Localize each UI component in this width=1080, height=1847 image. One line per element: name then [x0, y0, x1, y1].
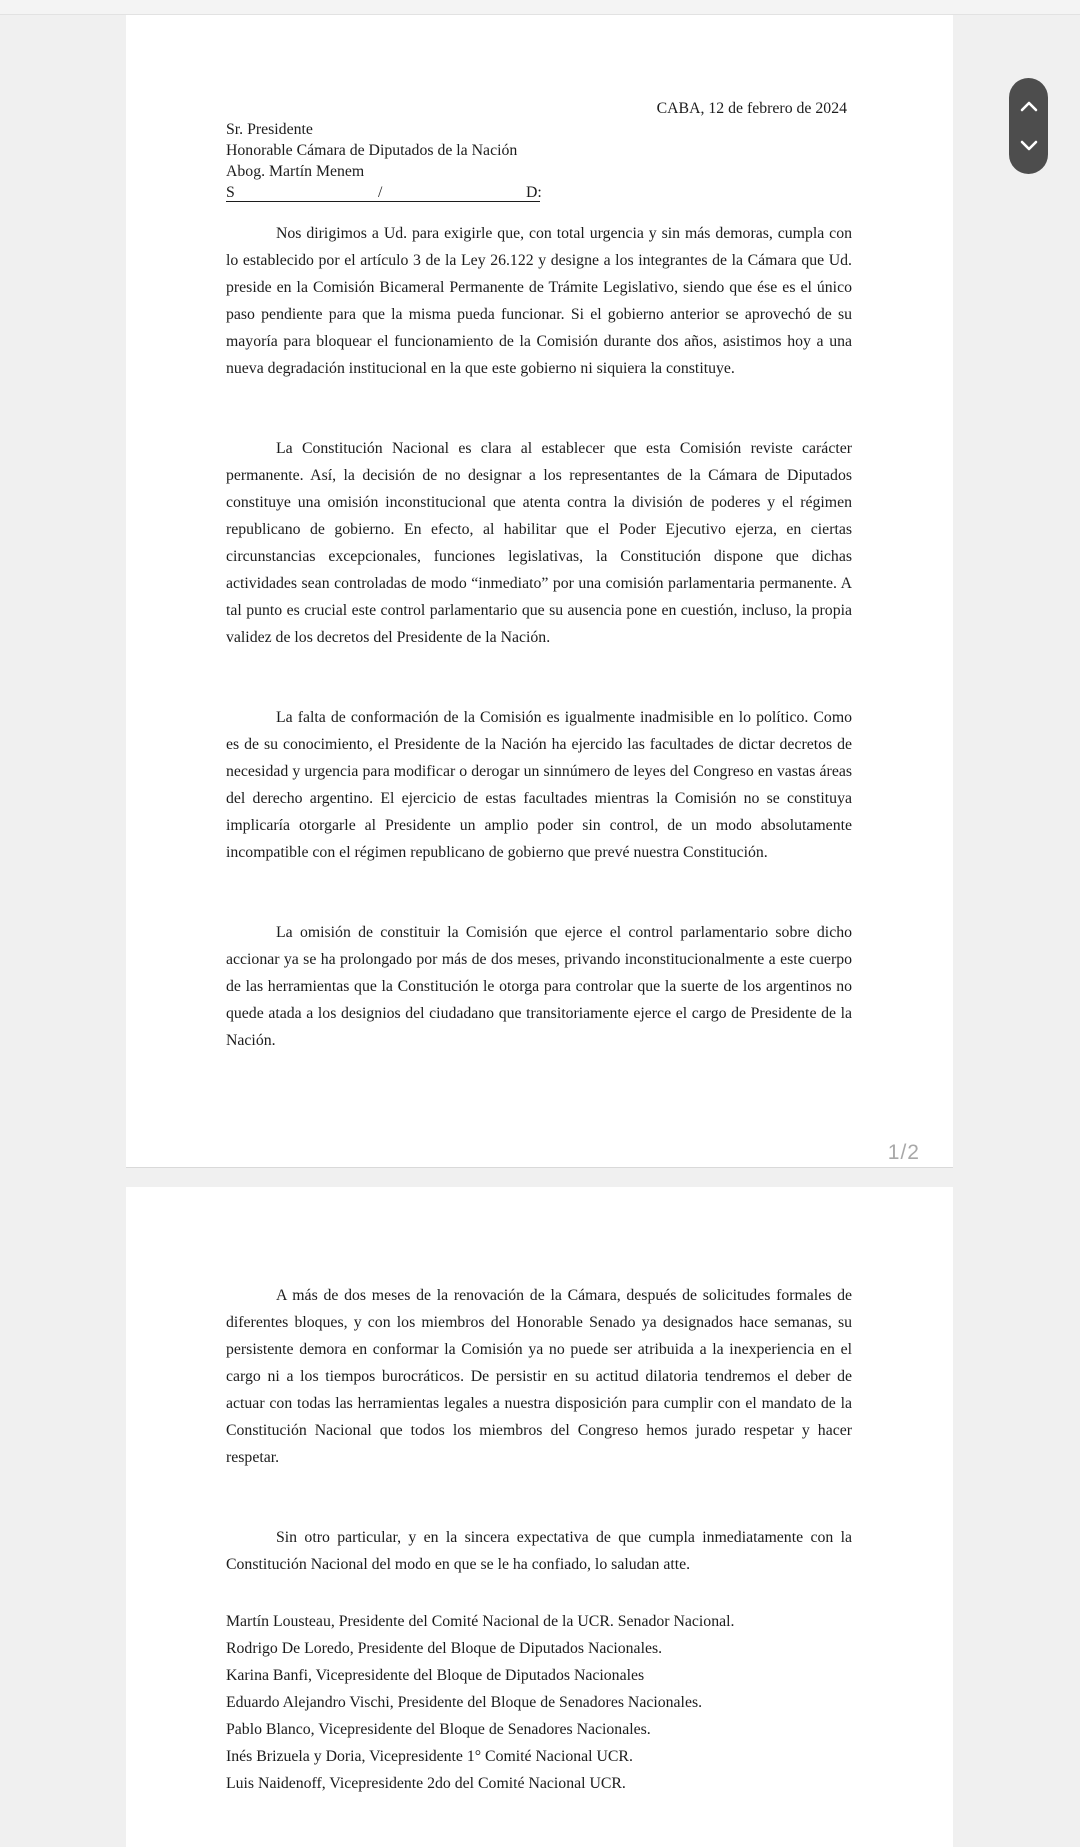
signature-line: Martín Lousteau, Presidente del Comité Nacional de la UCR. Senador Nacional.	[226, 1613, 735, 1630]
addressee-block	[226, 119, 726, 203]
addressee-name: Abog. Martín Menem	[226, 163, 365, 180]
page-scroll-control	[1009, 78, 1048, 174]
signatures-list	[226, 1608, 926, 1797]
sd-slash: /	[378, 184, 383, 201]
signature-line: Luis Naidenoff, Vicepresidente 2do del Comité Nacional UCR.	[226, 1775, 626, 1792]
chevron-up-icon	[1020, 100, 1038, 112]
signature-line: Eduardo Alejandro Vischi, Presidente del Bloque de Senadores Nacionales.	[226, 1694, 703, 1711]
sd-underline	[226, 201, 540, 202]
signature-line: Rodrigo De Loredo, Presidente del Bloque de Diputados Nacionales.	[226, 1640, 663, 1657]
paragraph-3: La falta de conformación de la Comisión es igualmente inadmisible en lo político. Como es de su conocimiento, el Presidente de la Nación ha ejercido las facultades de dictar decretos de necesidad y urgencia para modificar o derogar un sinnúmero de leyes del Congreso en vastas áreas del derecho argentino. El ejercicio de estas facultades mientras la Comisión no se constituya implicaría otorgarle al Presidente un amplio poder sin control, de un modo absolutamente incompatible con el régimen republicano de gobierno que prevé nuestra Constitución.	[226, 709, 852, 861]
addressee-chamber: Honorable Cámara de Diputados de la Nación	[226, 142, 518, 159]
paragraph-1: Nos dirigimos a Ud. para exigirle que, con total urgencia y sin más demoras, cumpla con lo establecido por el artículo 3 de la Ley 26.122 y designe a los integrantes de la Cámara que Ud. preside en la Comisión Bicameral Permanente de Trámite Legislativo, siendo que ése es el único paso pendiente para que la misma pueda funcionar. Si el gobierno anterior se aprovechó de su mayoría para bloquear el funcionamiento de la Comisión durante dos años, asistimos hoy a una nueva degradación institucional en la que este gobierno ni siquiera la constituye.	[226, 225, 852, 377]
signature-line: Karina Banfi, Vicepresidente del Bloque de Diputados Nacionales	[226, 1667, 645, 1684]
top-strip	[0, 0, 1080, 15]
signature-line: Inés Brizuela y Doria, Vicepresidente 1° Comité Nacional UCR.	[226, 1748, 633, 1765]
document-page-1	[126, 15, 953, 1168]
paragraph-2: La Constitución Nacional es clara al establecer que esta Comisión reviste carácter permanente. Así, la decisión de no designar a los representantes de la Cámara de Diputados constituye una omisión inconstitucional que atenta contra la división de poderes y el régimen republicano de gobierno. En efecto, al habilitar que el Poder Ejecutivo ejerza, en ciertas circunstancias excepcionales, funciones legislativas, la Constitución dispone que dichas actividades sean controladas de modo “inmediato” por una comisión parlamentaria permanente. A tal punto es crucial este control parlamentario que su ausencia pone en cuestión, incluso, la propia validez de los decretos del Presidente de la Nación.	[226, 440, 852, 646]
sd-d: D:	[526, 184, 542, 201]
sd-s: S	[226, 184, 235, 201]
scroll-down-button[interactable]	[1009, 126, 1048, 166]
scroll-up-button[interactable]	[1009, 86, 1048, 126]
paragraph-6: Sin otro particular, y en la sincera expectativa de que cumpla inmediatamente con la Constitución Nacional del modo en que se le ha confiado, lo saludan atte.	[226, 1529, 852, 1573]
paragraph-4: La omisión de constituir la Comisión que ejerce el control parlamentario sobre dicho accionar ya se ha prolongado por más de dos meses, privando inconstitucionalmente a este cuerpo de las herramientas que la Constitución le otorga para controlar que la suerte de los argentinos no quede atada a los designios del ciudadano que transitoriamente ejerce el cargo de Presidente de la Nación.	[226, 924, 852, 1049]
paragraph-5: A más de dos meses de la renovación de la Cámara, después de solicitudes formales de diferentes bloques, y con los miembros del Honorable Senado ya designados hace semanas, su persistente demora en conformar la Comisión ya no puede ser atribuida a la inexperiencia en el cargo ni a los tiempos burocráticos. De persistir en su actitud dilatoria tendremos el deber de actuar con todas las herramientas legales a nuestra disposición para cumplir con el mandato de la Constitución Nacional que todos los miembros del Congreso hemos jurado respetar y hacer respetar.	[226, 1287, 852, 1466]
letter-date: CABA, 12 de febrero de 2024	[656, 100, 847, 117]
page-indicator: 1/2	[887, 1141, 920, 1164]
addressee-title: Sr. Presidente	[226, 121, 313, 138]
salutation-sd-line	[226, 182, 542, 203]
signature-line: Pablo Blanco, Vicepresidente del Bloque de Senadores Nacionales.	[226, 1721, 651, 1738]
chevron-down-icon	[1020, 140, 1038, 152]
